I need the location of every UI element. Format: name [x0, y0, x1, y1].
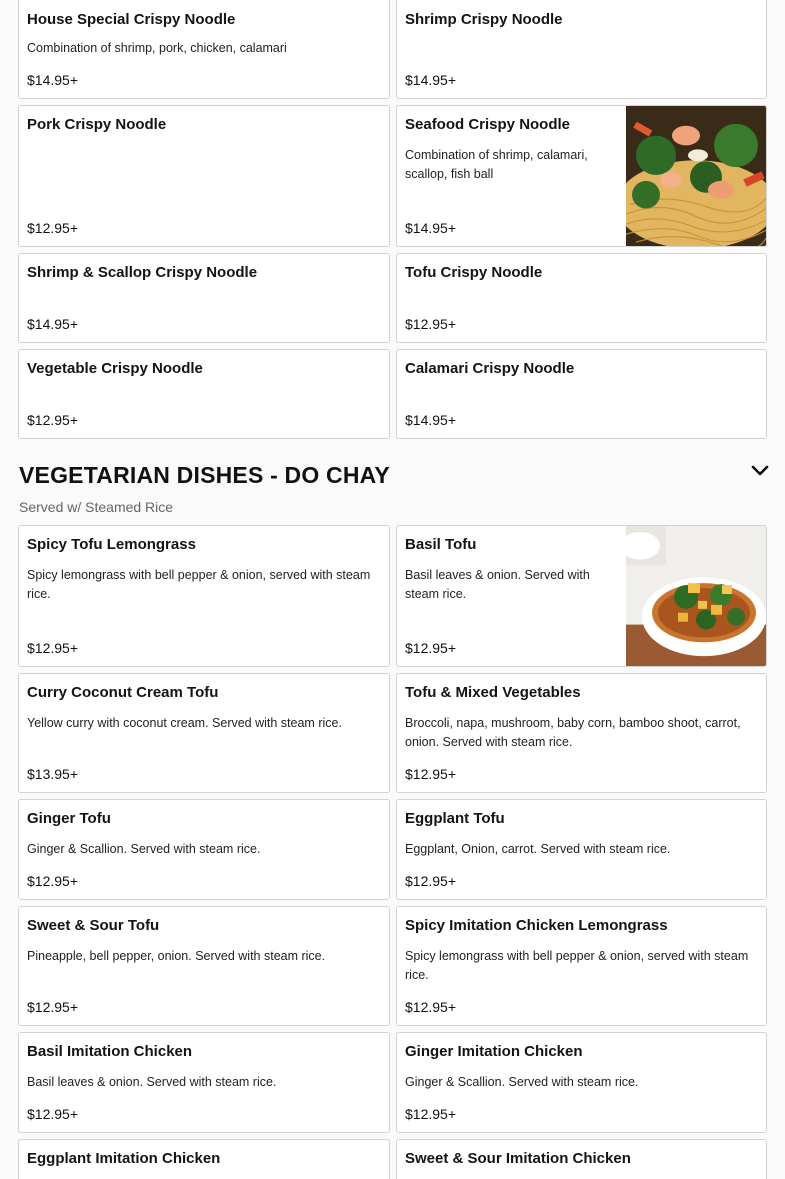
- item-description: Broccoli, napa, mushroom, baby corn, bamboo shoot, carrot, onion. Served with steam rice.: [405, 716, 741, 749]
- menu-item-card[interactable]: [396, 0, 767, 99]
- item-name: Spicy Imitation Chicken Lemongrass: [405, 917, 668, 934]
- chevron-down-icon[interactable]: [749, 462, 771, 480]
- item-price: $12.95+: [405, 999, 456, 1015]
- item-name: Tofu Crispy Noodle: [405, 264, 543, 281]
- item-name: Basil Imitation Chicken: [27, 1043, 193, 1060]
- menu-item-card[interactable]: [18, 906, 390, 1026]
- menu-item-card[interactable]: [396, 673, 767, 793]
- menu-item-card[interactable]: [396, 906, 767, 1026]
- menu-item-card[interactable]: [396, 799, 767, 900]
- item-name: Pork Crispy Noodle: [27, 116, 167, 133]
- menu-item-card[interactable]: [18, 349, 390, 439]
- item-description: Ginger & Scallion. Served with steam rice.: [27, 842, 261, 856]
- item-description: Yellow curry with coconut cream. Served with steam rice.: [27, 716, 342, 730]
- item-price: $14.95+: [405, 412, 456, 428]
- item-price: $14.95+: [405, 220, 456, 236]
- item-description: Ginger & Scallion. Served with steam rice.: [405, 1075, 639, 1089]
- item-price: $12.95+: [405, 873, 456, 889]
- item-price: $12.95+: [405, 766, 456, 782]
- item-description: Eggplant, Onion, carrot. Served with steam rice.: [405, 842, 671, 856]
- item-name: House Special Crispy Noodle: [27, 11, 236, 28]
- menu-item-card[interactable]: [18, 525, 390, 667]
- item-price: $14.95+: [27, 72, 78, 88]
- menu-item-card[interactable]: [396, 105, 767, 247]
- item-price: $14.95+: [27, 316, 78, 332]
- item-description: Combination of shrimp, pork, chicken, calamari: [27, 41, 287, 55]
- menu-item-card[interactable]: [18, 1032, 390, 1133]
- item-price: $12.95+: [405, 640, 456, 656]
- item-name: Sweet & Sour Imitation Chicken: [405, 1150, 631, 1167]
- item-name: Spicy Tofu Lemongrass: [27, 536, 196, 553]
- item-name: Calamari Crispy Noodle: [405, 360, 575, 377]
- menu-item-card[interactable]: [18, 673, 390, 793]
- menu-item-card[interactable]: [18, 1139, 390, 1179]
- item-description: Spicy lemongrass with bell pepper & onion, served with steam rice.: [405, 949, 749, 982]
- item-price: $13.95+: [27, 766, 78, 782]
- item-price: $12.95+: [27, 873, 78, 889]
- menu-item-card[interactable]: [396, 253, 767, 343]
- item-description: Basil leaves & onion. Served with steam rice.: [405, 568, 590, 601]
- item-description: Pineapple, bell pepper, onion. Served with steam rice.: [27, 949, 326, 963]
- menu-item-card[interactable]: [18, 105, 390, 247]
- basil-tofu-photo: [626, 526, 766, 666]
- item-price: $12.95+: [405, 1106, 456, 1122]
- item-name: Tofu & Mixed Vegetables: [405, 684, 581, 701]
- item-name: Curry Coconut Cream Tofu: [27, 684, 219, 701]
- item-description: Combination of shrimp, calamari, scallop, fish ball: [405, 148, 588, 181]
- item-name: Shrimp Crispy Noodle: [405, 11, 563, 28]
- item-name: Seafood Crispy Noodle: [405, 116, 571, 133]
- item-price: $12.95+: [27, 640, 78, 656]
- item-name: Eggplant Imitation Chicken: [27, 1150, 221, 1167]
- item-name: Sweet & Sour Tofu: [27, 917, 160, 934]
- section-subtitle: Served w/ Steamed Rice: [19, 499, 174, 515]
- item-name: Ginger Tofu: [27, 810, 111, 827]
- item-price: $12.95+: [27, 999, 78, 1015]
- item-price: $12.95+: [405, 316, 456, 332]
- item-description: Spicy lemongrass with bell pepper & onion, served with steam rice.: [27, 568, 371, 601]
- section-title: VEGETARIAN DISHES - DO CHAY: [19, 462, 390, 488]
- crispy-noodle-photo: [626, 106, 766, 246]
- item-price: $14.95+: [405, 72, 456, 88]
- item-price: $12.95+: [27, 412, 78, 428]
- menu-item-card[interactable]: [18, 0, 390, 99]
- item-name: Ginger Imitation Chicken: [405, 1043, 583, 1060]
- menu-item-card[interactable]: [18, 253, 390, 343]
- menu-item-card[interactable]: [396, 525, 767, 667]
- item-price: $12.95+: [27, 220, 78, 236]
- item-name: Eggplant Tofu: [405, 810, 505, 827]
- menu-item-card[interactable]: [396, 1139, 767, 1179]
- item-name: Basil Tofu: [405, 536, 477, 553]
- menu-item-card[interactable]: [18, 799, 390, 900]
- item-name: Shrimp & Scallop Crispy Noodle: [27, 264, 258, 281]
- item-price: $12.95+: [27, 1106, 78, 1122]
- menu-item-card[interactable]: [396, 1032, 767, 1133]
- item-description: Basil leaves & onion. Served with steam rice.: [27, 1075, 277, 1089]
- item-name: Vegetable Crispy Noodle: [27, 360, 203, 377]
- menu-item-card[interactable]: [396, 349, 767, 439]
